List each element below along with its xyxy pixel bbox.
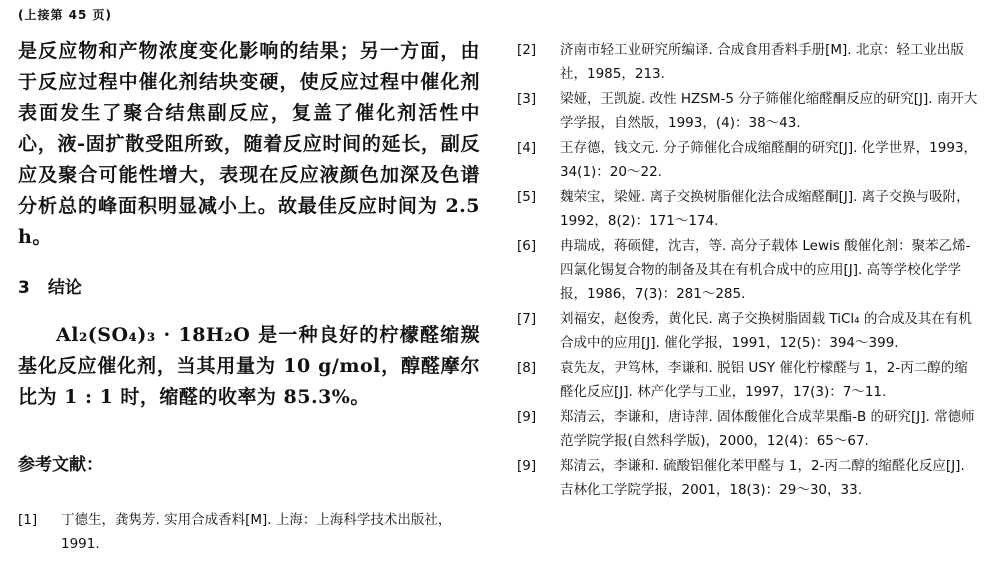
reference-number: [9] [517, 409, 537, 425]
reference-text: 魏荣宝，梁娅. 离子交换树脂催化法合成缩醛酮[J]. 离子交换与吸附，1992，8(2)：171～174. [560, 189, 970, 229]
reference-item [517, 136, 979, 184]
reference-text: 郑清云，李谦和. 硫酸铝催化苯甲醛与 1，2-丙二醇的缩醛化反应[J]. 吉林化工学院学报，2001，18(3)：29～30，33. [560, 458, 965, 498]
reference-item [517, 454, 979, 502]
reference-number: [1] [18, 512, 38, 528]
reference-number: [6] [517, 238, 537, 254]
body-paragraph: 是反应物和产物浓度变化影响的结果；另一方面，由于反应过程中催化剂结块变硬，使反应过程中催化剂表面发生了聚合结焦副反应，复盖了催化剂活性中心，液-固扩散受阻所致，随着反应时间的延长，副反应及聚合可能性增大，表现在反应液颜色加深及色谱分析总的峰面积明显减小上。故最佳反应时间为 2.5 h。 [18, 40, 480, 248]
reference-item [517, 405, 979, 453]
reference-item [517, 356, 979, 404]
reference-item [18, 508, 488, 556]
reference-text: 刘福安，赵俊秀，黄化民. 离子交换树脂固载 TiCl₄ 的合成及其在有机合成中的应用[J]. 催化学报，1991，12(5)：394～399. [560, 311, 972, 351]
reference-list-right [517, 38, 979, 503]
reference-list-left [18, 508, 488, 557]
reference-text: 冉瑞成，蒋硕健，沈吉，等. 高分子载体 Lewis 酸催化剂：聚苯乙烯-四氯化锡复合物的制备及其在有机合成中的应用[J]. 高等学校化学学报，1986，7(3)：281～285. [560, 238, 971, 302]
section-title: 结论 [47, 278, 82, 298]
reference-text: 梁娅，王凯旋. 改性 HZSM-5 分子筛催化缩醛酮反应的研究[J]. 南开大学学报，自然版，1993，(4)：38～43. [560, 91, 978, 131]
reference-number: [2] [517, 42, 537, 58]
reference-number: [3] [517, 91, 537, 107]
section-heading-conclusion [18, 273, 82, 298]
section-number: 3 [18, 278, 30, 298]
reference-text: 丁德生，龚隽芳. 实用合成香料[M]. 上海：上海科学技术出版社，1991. [61, 512, 452, 552]
reference-item [517, 87, 979, 135]
reference-item [517, 38, 979, 86]
references-heading: 参考文献： [18, 455, 103, 475]
reference-item [517, 234, 979, 306]
reference-text: 王存德，钱文元. 分子筛催化合成缩醛酮的研究[J]. 化学世界，1993，34(1)：20～22. [560, 140, 978, 180]
reference-number: [9] [517, 458, 537, 474]
conclusion-paragraph [18, 320, 480, 413]
reference-item [517, 185, 979, 233]
reference-text: 袁先友，尹笃林，李谦和. 脱铝 USY 催化柠檬醛与 1，2-丙二醇的缩醛化反应[J]. 林产化学与工业，1997，17(3)：7～11. [560, 360, 968, 400]
reference-text: 郑清云，李谦和，唐诗萍. 固体酸催化合成苹果酯-B 的研究[J]. 常德师范学院学报(自然科学版)，2000，12(4)：65～67. [560, 409, 975, 449]
reference-number: [7] [517, 311, 537, 327]
reference-item [517, 307, 979, 355]
reference-number: [8] [517, 360, 537, 376]
continuation-note: (上接第 45 页) [18, 8, 113, 22]
reference-number: [5] [517, 189, 537, 205]
conclusion-text: Al₂(SO₄)₃ · 18H₂O 是一种良好的柠檬醛缩羰基化反应催化剂，当其用量为 10 g/mol，醇醛摩尔比为 1 : 1 时，缩醛的收率为 85.3%。 [18, 324, 480, 408]
reference-text: 济南市轻工业研究所编译. 合成食用香料手册[M]. 北京：轻工业出版社，1985，213. [560, 42, 964, 82]
body-text-block [18, 36, 480, 253]
reference-number: [4] [517, 140, 537, 156]
